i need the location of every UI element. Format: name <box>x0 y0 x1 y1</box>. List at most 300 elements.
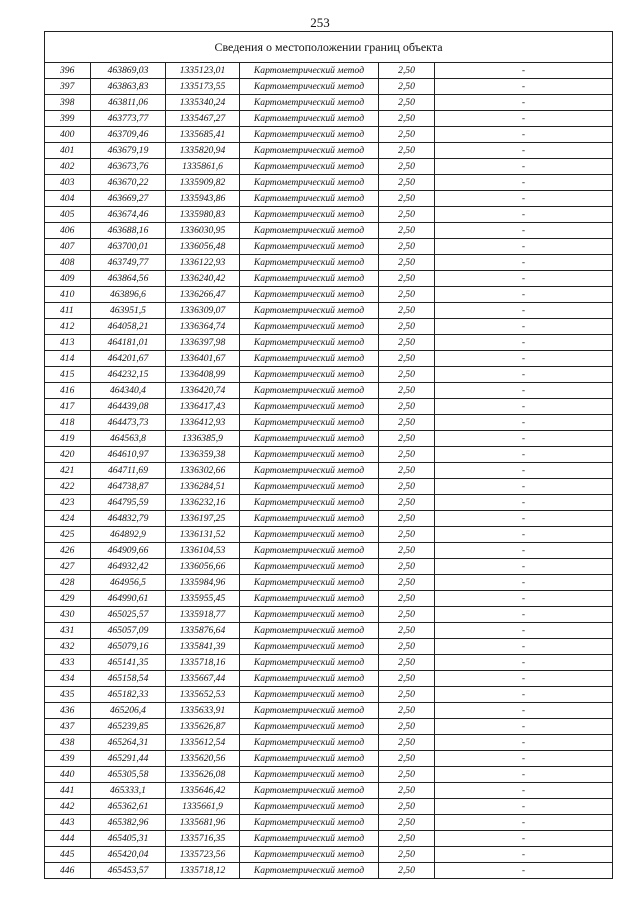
x-coordinate-cell: 464932,42 <box>91 559 166 575</box>
y-coordinate-cell: 1336408,99 <box>166 367 240 383</box>
description-cell: - <box>435 79 613 95</box>
y-coordinate-cell: 1335909,82 <box>166 175 240 191</box>
x-coordinate-cell: 465453,57 <box>91 863 166 879</box>
table-row <box>45 223 613 239</box>
point-number-cell: 412 <box>45 319 91 335</box>
accuracy-cell: 2,50 <box>379 559 435 575</box>
description-cell: - <box>435 463 613 479</box>
table-row <box>45 463 613 479</box>
accuracy-cell: 2,50 <box>379 223 435 239</box>
description-cell: - <box>435 575 613 591</box>
accuracy-cell: 2,50 <box>379 607 435 623</box>
description-cell: - <box>435 479 613 495</box>
point-number-cell: 429 <box>45 591 91 607</box>
table-row <box>45 543 613 559</box>
description-cell: - <box>435 303 613 319</box>
description-cell: - <box>435 495 613 511</box>
point-number-cell: 434 <box>45 671 91 687</box>
accuracy-cell: 2,50 <box>379 463 435 479</box>
accuracy-cell: 2,50 <box>379 335 435 351</box>
x-coordinate-cell: 463951,5 <box>91 303 166 319</box>
accuracy-cell: 2,50 <box>379 783 435 799</box>
description-cell: - <box>435 751 613 767</box>
x-coordinate-cell: 464990,61 <box>91 591 166 607</box>
y-coordinate-cell: 1335718,16 <box>166 655 240 671</box>
accuracy-cell: 2,50 <box>379 63 435 79</box>
method-cell: Картометрический метод <box>240 687 379 703</box>
point-number-cell: 443 <box>45 815 91 831</box>
y-coordinate-cell: 1335652,53 <box>166 687 240 703</box>
point-number-cell: 427 <box>45 559 91 575</box>
accuracy-cell: 2,50 <box>379 207 435 223</box>
table-title: Сведения о местоположении границ объекта <box>45 32 613 63</box>
method-cell: Картометрический метод <box>240 303 379 319</box>
method-cell: Картометрический метод <box>240 751 379 767</box>
point-number-cell: 440 <box>45 767 91 783</box>
method-cell: Картометрический метод <box>240 63 379 79</box>
x-coordinate-cell: 464563,8 <box>91 431 166 447</box>
point-number-cell: 399 <box>45 111 91 127</box>
x-coordinate-cell: 465362,61 <box>91 799 166 815</box>
accuracy-cell: 2,50 <box>379 639 435 655</box>
table-row <box>45 319 613 335</box>
x-coordinate-cell: 465420,04 <box>91 847 166 863</box>
description-cell: - <box>435 671 613 687</box>
x-coordinate-cell: 465206,4 <box>91 703 166 719</box>
table-body <box>45 63 613 879</box>
y-coordinate-cell: 1335723,56 <box>166 847 240 863</box>
point-number-cell: 408 <box>45 255 91 271</box>
accuracy-cell: 2,50 <box>379 303 435 319</box>
x-coordinate-cell: 464795,59 <box>91 495 166 511</box>
accuracy-cell: 2,50 <box>379 399 435 415</box>
table-row <box>45 815 613 831</box>
point-number-cell: 445 <box>45 847 91 863</box>
accuracy-cell: 2,50 <box>379 175 435 191</box>
table-row <box>45 703 613 719</box>
table-row <box>45 767 613 783</box>
accuracy-cell: 2,50 <box>379 799 435 815</box>
table-row <box>45 495 613 511</box>
accuracy-cell: 2,50 <box>379 111 435 127</box>
point-number-cell: 446 <box>45 863 91 879</box>
method-cell: Картометрический метод <box>240 543 379 559</box>
table-row <box>45 127 613 143</box>
x-coordinate-cell: 463679,19 <box>91 143 166 159</box>
accuracy-cell: 2,50 <box>379 287 435 303</box>
description-cell: - <box>435 783 613 799</box>
table-row <box>45 687 613 703</box>
table-title-row <box>45 32 613 63</box>
x-coordinate-cell: 463674,46 <box>91 207 166 223</box>
method-cell: Картометрический метод <box>240 591 379 607</box>
description-cell: - <box>435 223 613 239</box>
y-coordinate-cell: 1335955,45 <box>166 591 240 607</box>
method-cell: Картометрический метод <box>240 575 379 591</box>
y-coordinate-cell: 1336412,93 <box>166 415 240 431</box>
description-cell: - <box>435 655 613 671</box>
method-cell: Картометрический метод <box>240 607 379 623</box>
x-coordinate-cell: 463749,77 <box>91 255 166 271</box>
method-cell: Картометрический метод <box>240 831 379 847</box>
accuracy-cell: 2,50 <box>379 191 435 207</box>
accuracy-cell: 2,50 <box>379 79 435 95</box>
x-coordinate-cell: 463811,06 <box>91 95 166 111</box>
description-cell: - <box>435 367 613 383</box>
table-row <box>45 671 613 687</box>
y-coordinate-cell: 1335123,01 <box>166 63 240 79</box>
method-cell: Картометрический метод <box>240 255 379 271</box>
x-coordinate-cell: 465291,44 <box>91 751 166 767</box>
table-row <box>45 511 613 527</box>
table-row <box>45 735 613 751</box>
y-coordinate-cell: 1336364,74 <box>166 319 240 335</box>
method-cell: Картометрический метод <box>240 367 379 383</box>
description-cell: - <box>435 703 613 719</box>
description-cell: - <box>435 111 613 127</box>
table-row <box>45 831 613 847</box>
point-number-cell: 428 <box>45 575 91 591</box>
point-number-cell: 425 <box>45 527 91 543</box>
x-coordinate-cell: 464711,69 <box>91 463 166 479</box>
point-number-cell: 404 <box>45 191 91 207</box>
point-number-cell: 416 <box>45 383 91 399</box>
y-coordinate-cell: 1335173,55 <box>166 79 240 95</box>
method-cell: Картометрический метод <box>240 671 379 687</box>
point-number-cell: 431 <box>45 623 91 639</box>
description-cell: - <box>435 287 613 303</box>
table-row <box>45 111 613 127</box>
table-row <box>45 239 613 255</box>
y-coordinate-cell: 1335467,27 <box>166 111 240 127</box>
description-cell: - <box>435 543 613 559</box>
y-coordinate-cell: 1335620,56 <box>166 751 240 767</box>
table-row <box>45 159 613 175</box>
table-row <box>45 607 613 623</box>
point-number-cell: 398 <box>45 95 91 111</box>
point-number-cell: 424 <box>45 511 91 527</box>
y-coordinate-cell: 1335841,39 <box>166 639 240 655</box>
y-coordinate-cell: 1335861,6 <box>166 159 240 175</box>
method-cell: Картометрический метод <box>240 511 379 527</box>
description-cell: - <box>435 847 613 863</box>
table-row <box>45 655 613 671</box>
method-cell: Картометрический метод <box>240 527 379 543</box>
accuracy-cell: 2,50 <box>379 447 435 463</box>
point-number-cell: 402 <box>45 159 91 175</box>
y-coordinate-cell: 1335716,35 <box>166 831 240 847</box>
description-cell: - <box>435 383 613 399</box>
description-cell: - <box>435 399 613 415</box>
method-cell: Картометрический метод <box>240 719 379 735</box>
accuracy-cell: 2,50 <box>379 511 435 527</box>
y-coordinate-cell: 1336397,98 <box>166 335 240 351</box>
x-coordinate-cell: 465025,57 <box>91 607 166 623</box>
point-number-cell: 444 <box>45 831 91 847</box>
table-row <box>45 303 613 319</box>
accuracy-cell: 2,50 <box>379 239 435 255</box>
point-number-cell: 401 <box>45 143 91 159</box>
x-coordinate-cell: 465141,35 <box>91 655 166 671</box>
method-cell: Картометрический метод <box>240 335 379 351</box>
x-coordinate-cell: 464956,5 <box>91 575 166 591</box>
table-row <box>45 175 613 191</box>
description-cell: - <box>435 511 613 527</box>
table-row <box>45 575 613 591</box>
description-cell: - <box>435 735 613 751</box>
table-row <box>45 623 613 639</box>
accuracy-cell: 2,50 <box>379 863 435 879</box>
table-row <box>45 191 613 207</box>
method-cell: Картометрический метод <box>240 655 379 671</box>
accuracy-cell: 2,50 <box>379 415 435 431</box>
table-row <box>45 335 613 351</box>
point-number-cell: 407 <box>45 239 91 255</box>
x-coordinate-cell: 465382,96 <box>91 815 166 831</box>
table-row <box>45 447 613 463</box>
accuracy-cell: 2,50 <box>379 383 435 399</box>
table-row <box>45 799 613 815</box>
x-coordinate-cell: 465405,31 <box>91 831 166 847</box>
x-coordinate-cell: 463709,46 <box>91 127 166 143</box>
point-number-cell: 409 <box>45 271 91 287</box>
method-cell: Картометрический метод <box>240 239 379 255</box>
point-number-cell: 421 <box>45 463 91 479</box>
method-cell: Картометрический метод <box>240 415 379 431</box>
table-row <box>45 479 613 495</box>
method-cell: Картометрический метод <box>240 79 379 95</box>
accuracy-cell: 2,50 <box>379 623 435 639</box>
point-number-cell: 419 <box>45 431 91 447</box>
y-coordinate-cell: 1335661,9 <box>166 799 240 815</box>
y-coordinate-cell: 1335820,94 <box>166 143 240 159</box>
x-coordinate-cell: 465264,31 <box>91 735 166 751</box>
table-row <box>45 351 613 367</box>
y-coordinate-cell: 1336309,07 <box>166 303 240 319</box>
description-cell: - <box>435 431 613 447</box>
y-coordinate-cell: 1336359,38 <box>166 447 240 463</box>
table-row <box>45 719 613 735</box>
point-number-cell: 403 <box>45 175 91 191</box>
y-coordinate-cell: 1336385,9 <box>166 431 240 447</box>
table-row <box>45 847 613 863</box>
y-coordinate-cell: 1336266,47 <box>166 287 240 303</box>
method-cell: Картометрический метод <box>240 383 379 399</box>
accuracy-cell: 2,50 <box>379 687 435 703</box>
x-coordinate-cell: 464058,21 <box>91 319 166 335</box>
x-coordinate-cell: 464738,87 <box>91 479 166 495</box>
method-cell: Картометрический метод <box>240 767 379 783</box>
point-number-cell: 437 <box>45 719 91 735</box>
description-cell: - <box>435 175 613 191</box>
point-number-cell: 441 <box>45 783 91 799</box>
x-coordinate-cell: 463863,83 <box>91 79 166 95</box>
method-cell: Картометрический метод <box>240 159 379 175</box>
method-cell: Картометрический метод <box>240 271 379 287</box>
x-coordinate-cell: 464610,97 <box>91 447 166 463</box>
table-row <box>45 863 613 879</box>
x-coordinate-cell: 465333,1 <box>91 783 166 799</box>
point-number-cell: 430 <box>45 607 91 623</box>
x-coordinate-cell: 463670,22 <box>91 175 166 191</box>
x-coordinate-cell: 464892,9 <box>91 527 166 543</box>
x-coordinate-cell: 464439,08 <box>91 399 166 415</box>
y-coordinate-cell: 1335626,87 <box>166 719 240 735</box>
accuracy-cell: 2,50 <box>379 95 435 111</box>
accuracy-cell: 2,50 <box>379 159 435 175</box>
accuracy-cell: 2,50 <box>379 847 435 863</box>
point-number-cell: 410 <box>45 287 91 303</box>
accuracy-cell: 2,50 <box>379 767 435 783</box>
method-cell: Картометрический метод <box>240 815 379 831</box>
description-cell: - <box>435 863 613 879</box>
x-coordinate-cell: 463896,6 <box>91 287 166 303</box>
description-cell: - <box>435 815 613 831</box>
accuracy-cell: 2,50 <box>379 575 435 591</box>
description-cell: - <box>435 191 613 207</box>
description-cell: - <box>435 239 613 255</box>
point-number-cell: 438 <box>45 735 91 751</box>
point-number-cell: 432 <box>45 639 91 655</box>
point-number-cell: 435 <box>45 687 91 703</box>
point-number-cell: 397 <box>45 79 91 95</box>
accuracy-cell: 2,50 <box>379 735 435 751</box>
description-cell: - <box>435 415 613 431</box>
table-row <box>45 367 613 383</box>
x-coordinate-cell: 465079,16 <box>91 639 166 655</box>
accuracy-cell: 2,50 <box>379 271 435 287</box>
y-coordinate-cell: 1335646,42 <box>166 783 240 799</box>
method-cell: Картометрический метод <box>240 287 379 303</box>
y-coordinate-cell: 1336240,42 <box>166 271 240 287</box>
y-coordinate-cell: 1335667,44 <box>166 671 240 687</box>
method-cell: Картометрический метод <box>240 623 379 639</box>
description-cell: - <box>435 623 613 639</box>
x-coordinate-cell: 464340,4 <box>91 383 166 399</box>
x-coordinate-cell: 464832,79 <box>91 511 166 527</box>
accuracy-cell: 2,50 <box>379 591 435 607</box>
y-coordinate-cell: 1336104,53 <box>166 543 240 559</box>
description-cell: - <box>435 767 613 783</box>
accuracy-cell: 2,50 <box>379 527 435 543</box>
point-number-cell: 405 <box>45 207 91 223</box>
point-number-cell: 417 <box>45 399 91 415</box>
table-row <box>45 527 613 543</box>
description-cell: - <box>435 687 613 703</box>
accuracy-cell: 2,50 <box>379 703 435 719</box>
description-cell: - <box>435 63 613 79</box>
table-row <box>45 639 613 655</box>
x-coordinate-cell: 465057,09 <box>91 623 166 639</box>
description-cell: - <box>435 607 613 623</box>
y-coordinate-cell: 1335633,91 <box>166 703 240 719</box>
table-row <box>45 79 613 95</box>
y-coordinate-cell: 1336056,66 <box>166 559 240 575</box>
accuracy-cell: 2,50 <box>379 143 435 159</box>
accuracy-cell: 2,50 <box>379 831 435 847</box>
description-cell: - <box>435 335 613 351</box>
x-coordinate-cell: 463864,56 <box>91 271 166 287</box>
accuracy-cell: 2,50 <box>379 431 435 447</box>
accuracy-cell: 2,50 <box>379 543 435 559</box>
description-cell: - <box>435 527 613 543</box>
method-cell: Картометрический метод <box>240 319 379 335</box>
method-cell: Картометрический метод <box>240 447 379 463</box>
x-coordinate-cell: 463669,27 <box>91 191 166 207</box>
table-row <box>45 63 613 79</box>
point-number-cell: 426 <box>45 543 91 559</box>
table-row <box>45 287 613 303</box>
method-cell: Картометрический метод <box>240 863 379 879</box>
y-coordinate-cell: 1336131,52 <box>166 527 240 543</box>
method-cell: Картометрический метод <box>240 847 379 863</box>
y-coordinate-cell: 1335980,83 <box>166 207 240 223</box>
point-number-cell: 411 <box>45 303 91 319</box>
accuracy-cell: 2,50 <box>379 671 435 687</box>
method-cell: Картометрический метод <box>240 95 379 111</box>
table-row <box>45 399 613 415</box>
point-number-cell: 418 <box>45 415 91 431</box>
table-row <box>45 431 613 447</box>
method-cell: Картометрический метод <box>240 783 379 799</box>
table-row <box>45 255 613 271</box>
method-cell: Картометрический метод <box>240 559 379 575</box>
y-coordinate-cell: 1335612,54 <box>166 735 240 751</box>
point-number-cell: 396 <box>45 63 91 79</box>
point-number-cell: 422 <box>45 479 91 495</box>
x-coordinate-cell: 463869,03 <box>91 63 166 79</box>
y-coordinate-cell: 1336056,48 <box>166 239 240 255</box>
accuracy-cell: 2,50 <box>379 351 435 367</box>
y-coordinate-cell: 1336302,66 <box>166 463 240 479</box>
description-cell: - <box>435 351 613 367</box>
y-coordinate-cell: 1336232,16 <box>166 495 240 511</box>
point-number-cell: 413 <box>45 335 91 351</box>
description-cell: - <box>435 719 613 735</box>
method-cell: Картометрический метод <box>240 111 379 127</box>
y-coordinate-cell: 1335681,96 <box>166 815 240 831</box>
x-coordinate-cell: 465305,58 <box>91 767 166 783</box>
description-cell: - <box>435 127 613 143</box>
method-cell: Картометрический метод <box>240 351 379 367</box>
point-number-cell: 415 <box>45 367 91 383</box>
description-cell: - <box>435 143 613 159</box>
table-row <box>45 207 613 223</box>
x-coordinate-cell: 464473,73 <box>91 415 166 431</box>
table-row <box>45 383 613 399</box>
accuracy-cell: 2,50 <box>379 479 435 495</box>
y-coordinate-cell: 1335718,12 <box>166 863 240 879</box>
accuracy-cell: 2,50 <box>379 815 435 831</box>
y-coordinate-cell: 1335876,64 <box>166 623 240 639</box>
table-row <box>45 559 613 575</box>
point-number-cell: 406 <box>45 223 91 239</box>
method-cell: Картометрический метод <box>240 399 379 415</box>
accuracy-cell: 2,50 <box>379 319 435 335</box>
description-cell: - <box>435 639 613 655</box>
description-cell: - <box>435 271 613 287</box>
point-number-cell: 442 <box>45 799 91 815</box>
description-cell: - <box>435 207 613 223</box>
accuracy-cell: 2,50 <box>379 655 435 671</box>
method-cell: Картометрический метод <box>240 431 379 447</box>
point-number-cell: 423 <box>45 495 91 511</box>
description-cell: - <box>435 255 613 271</box>
page-number: 253 <box>310 15 330 30</box>
method-cell: Картометрический метод <box>240 207 379 223</box>
x-coordinate-cell: 464232,15 <box>91 367 166 383</box>
table-row <box>45 143 613 159</box>
